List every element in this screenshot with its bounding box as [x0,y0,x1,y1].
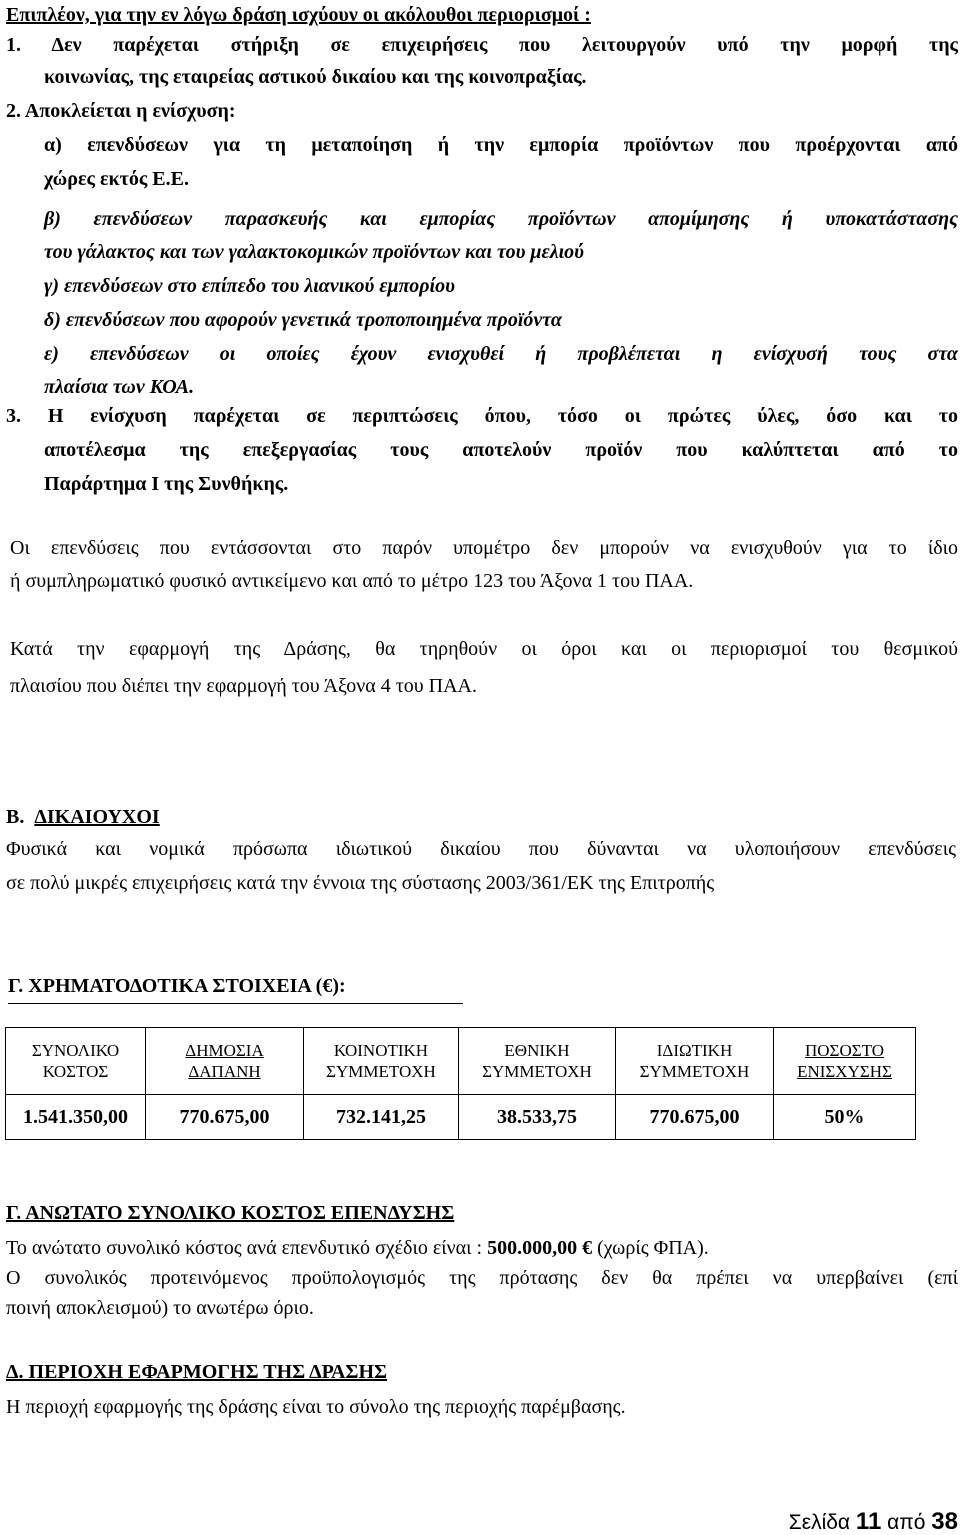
restrictions-section [6,0,958,196]
item-1-line-1: 1. Δεν παρέχεται στήριξη σε επιχειρήσεις που λειτουργούν υπό την μορφή της [6,34,958,56]
max-cost-line-1-text: Το ανώτατο συνολικό κόστος ανά επενδυτικό σχέδιο είναι : [6,1237,488,1259]
item-2e-line-1: ε) επενδύσεων οι οποίες έχουν ενισχυθεί ή προβλέπεται η ενίσχυσή τους στα [44,343,958,365]
value-total-cost: 1.541.350,00 [6,1095,146,1140]
footer-page-word: Σελίδα [788,1511,851,1534]
header-national-contribution [459,1028,616,1095]
max-cost-vat-note: (χωρίς ΦΠΑ). [597,1237,709,1259]
paragraph-123 [10,534,958,596]
item-2d: δ) επενδύσεων που αφορούν γενετικά τροποποιημένα προϊόντα [44,309,562,331]
footer-total-pages: 38 [931,1508,958,1535]
value-private-contribution: 770.675,00 [616,1095,774,1140]
item-2a-line-1: α) επενδύσεων για τη μεταποίηση ή την εμπορία προϊόντων που προέρχονται από [44,134,958,156]
header-aid-rate [774,1028,916,1095]
header-aid-rate-l2: ΕΝΙΣΧΥΣΗΣ [797,1062,892,1081]
euro-symbol: € [577,1237,598,1259]
item-2e-line-2: πλαίσια των ΚΟΑ. [44,376,195,398]
beneficiaries-line-2: σε πολύ μικρές επιχειρήσεις κατά την έννοια της σύστασης 2003/361/ΕΚ της Επιτροπής [6,872,715,894]
max-cost-line-1 [6,1234,956,1263]
item-2b-line-1: β) επενδύσεων παρασκευής και εμπορίας προϊόντων απομίμησης ή υποκατάστασης [44,208,958,230]
item-2c: γ) επενδύσεων στο επίπεδο του λιανικού εμπορίου [44,275,455,297]
value-public-expenditure: 770.675,00 [146,1095,304,1140]
page-footer [789,1510,958,1535]
beneficiaries-prefix: Β. [6,806,25,828]
paragraph-123-line-2: ή συμπληρωματικό φυσικό αντικείμενο και από το μέτρο 123 του Άξονα 1 του ΠΑΑ. [10,570,694,592]
item-3-line-3: Παράρτημα Ι της Συνθήκης. [44,473,289,495]
item-3-line-1: 3. Η ενίσχυση παρέχεται σε περιπτώσεις όπου, τόσο οι πρώτες ύλες, όσο και το [6,405,958,427]
financial-table-values-row [6,1095,916,1140]
area-section [6,1358,956,1422]
max-cost-section [6,1199,956,1323]
header-national-contribution-l1: ΕΘΝΙΚΗ [504,1041,570,1060]
beneficiaries-section [6,803,956,898]
area-heading: Δ. ΠΕΡΙΟΧΗ ΕΦΑΡΜΟΓΗΣ ΤΗΣ ΔΡΑΣΗΣ [6,1361,388,1383]
footer-of-word: από [887,1511,926,1534]
area-line-1: Η περιοχή εφαρμογής της δράσης είναι το σύνολο της περιοχής παρέμβασης. [6,1396,626,1418]
header-public-expenditure-l1: ΔΗΜΟΣΙΑ [185,1041,264,1060]
paragraph-axis4 [10,635,958,701]
item-3 [6,399,958,501]
max-cost-heading: Γ. ΑΝΩΤΑΤΟ ΣΥΝΟΛΙΚΟ ΚΟΣΤΟΣ ΕΠΕΝΔΥΣΗΣ [6,1202,455,1224]
restrictions-intro: Επιπλέον, για την εν λόγω δράση ισχύουν οι ακόλουθοι περιορισμοί : [6,4,591,26]
financial-table [5,1027,916,1140]
header-public-expenditure-l2: ΔΑΠΑΝΗ [188,1062,261,1081]
max-cost-line-3: ποινή αποκλεισμού) το ανωτέρω όριο. [6,1297,314,1319]
value-national-contribution: 38.533,75 [459,1095,616,1140]
item-1-line-2: κοινωνίας, της εταιρείας αστικού δικαίου και της κοινοπραξίας. [44,66,587,88]
footer-page-number: 11 [855,1508,882,1535]
header-community-contribution-l2: ΣΥΜΜΕΤΟΧΗ [326,1062,436,1081]
value-community-contribution: 732.141,25 [304,1095,459,1140]
paragraph-axis4-line-1: Κατά την εφαρμογή της Δράσης, θα τηρηθούν οι όροι και οι περιορισμοί του θεσμικού [10,638,958,660]
header-national-contribution-l2: ΣΥΜΜΕΤΟΧΗ [482,1062,592,1081]
beneficiaries-line-1: Φυσικά και νομικά πρόσωπα ιδιωτικού δικαίου που δύνανται να υλοποιήσουν επενδύσεις [6,838,956,860]
max-cost-amount: 500.000,00 [487,1237,578,1259]
paragraph-axis4-line-2: πλαισίου που διέπει την εφαρμογή του Άξονα 4 του ΠΑΑ. [10,675,478,697]
financial-table-header-row [6,1028,916,1095]
header-total-cost [6,1028,146,1095]
restrictions-subitems [6,202,958,403]
item-2b-line-2: του γάλακτος και των γαλακτοκομικών προϊόντων και του μελιού [44,241,584,263]
header-total-cost-l2: ΚΟΣΤΟΣ [42,1062,109,1081]
beneficiaries-heading [6,803,956,832]
item-2a-line-2: χώρες εκτός Ε.Ε. [44,168,189,190]
paragraph-123-line-1: Οι επενδύσεις που εντάσσονται στο παρόν υπομέτρο δεν μπορούν να ενισχυθούν για το ίδιο [10,537,958,559]
item-2: 2. Αποκλείεται η ενίσχυση: [6,100,236,122]
beneficiaries-title: ΔΙΚΑΙΟΥΧΟΙ [34,806,160,828]
header-total-cost-l1: ΣΥΝΟΛΙΚΟ [31,1041,120,1060]
value-aid-rate: 50% [774,1095,916,1140]
financial-heading: Γ. ΧΡΗΜΑΤΟΔΟΤΙΚΑ ΣΤΟΙΧΕΙΑ (€): [8,972,463,1004]
header-community-contribution-l1: ΚΟΙΝΟΤΙΚΗ [333,1041,429,1060]
item-3-line-2: αποτέλεσμα της επεξεργασίας τους αποτελούν προϊόν που καλύπτεται από το [44,439,958,461]
header-community-contribution [304,1028,459,1095]
header-aid-rate-l1: ΠΟΣΟΣΤΟ [805,1041,884,1060]
financial-section [8,972,958,1004]
max-cost-line-2: Ο συνολικός προτεινόμενος προϋπολογισμός της πρότασης δεν θα πρέπει να υπερβαίνει (επί [6,1267,958,1289]
header-private-contribution-l1: ΙΔΙΩΤΙΚΗ [656,1041,733,1060]
header-private-contribution [616,1028,774,1095]
header-public-expenditure [146,1028,304,1095]
header-private-contribution-l2: ΣΥΜΜΕΤΟΧΗ [639,1062,750,1081]
